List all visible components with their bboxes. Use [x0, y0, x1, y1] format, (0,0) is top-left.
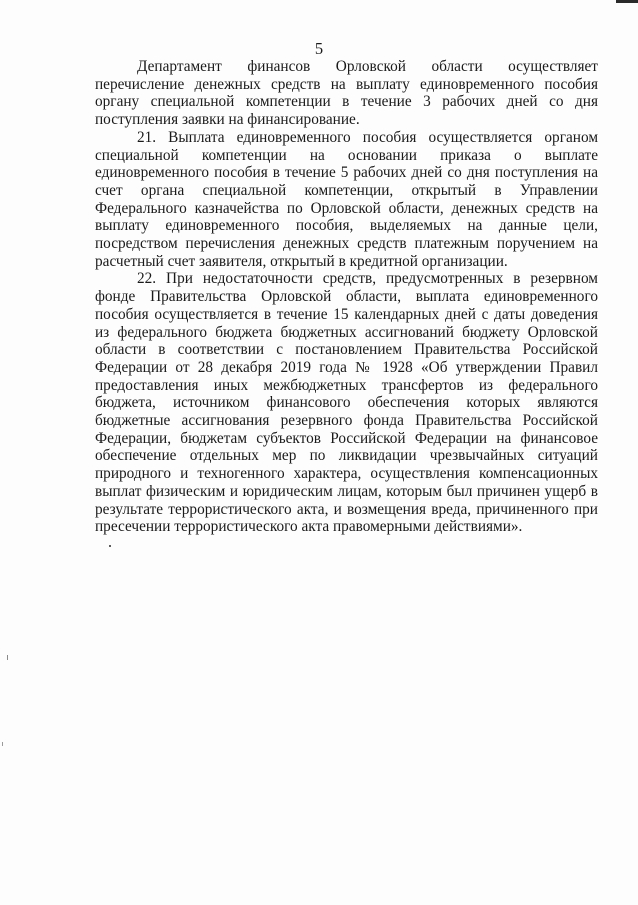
document-body — [95, 58, 598, 536]
page-number: 5 — [314, 39, 324, 58]
paragraph-funding-transfer: Департамент финансов Орловской области осуществляет перечисление денежных средств на выплату единовременного пособия органу специальной компетенции в течение 3 рабочих дней со дня поступления заявки на финансирование. — [95, 58, 598, 129]
scan-speck — [2, 742, 3, 746]
paragraph-21-payment: 21. Выплата единовременного пособия осуществляется органом специальной компетенции на основании приказа о выплате единовременного пособия в течение 5 рабочих дней со дня поступления на счет органа специальной компетенции, открытый в Управлении Федерального казначейства по Орловской области, денежных средств на выплату единовременного пособия, выделяемых на данные цели, посредством перечисления денежных средств платежным поручением на расчетный счет заявителя, открытый в кредитной организации. — [95, 128, 598, 270]
scan-speck — [7, 655, 8, 660]
paragraph-22-insufficient-funds: 22. При недостаточности средств, предусмотренных в резервном фонде Правительства Орловской области, выплата единовременного пособия осуществляется в течение 15 календарных дней с даты доведения из федерального бюджета бюджетных ассигнований бюджету Орловской области в соответствии с постановлением Правительства Российской Федерации от 28 декабря 2019 года № 1928 «Об утверждении Правил предоставления иных межбюджетных трансфертов из федерального бюджета, источником финансового обеспечения которых являются бюджетные ассигнования резервного фонда Правительства Российской Федерации, бюджетам субъектов Российской Федерации на финансовое обеспечение отдельных мер по ликвидации чрезвычайных ситуаций природного и техногенного характера, осуществления компенсационных выплат физическим и юридическим лицам, которым был причинен ущерб в результате террористического акта, и возмещения вреда, причиненного при пресечении террористического акта правомерными действиями». — [95, 270, 598, 536]
scan-corner-mark — [616, 0, 638, 3]
scan-speck — [109, 545, 111, 547]
